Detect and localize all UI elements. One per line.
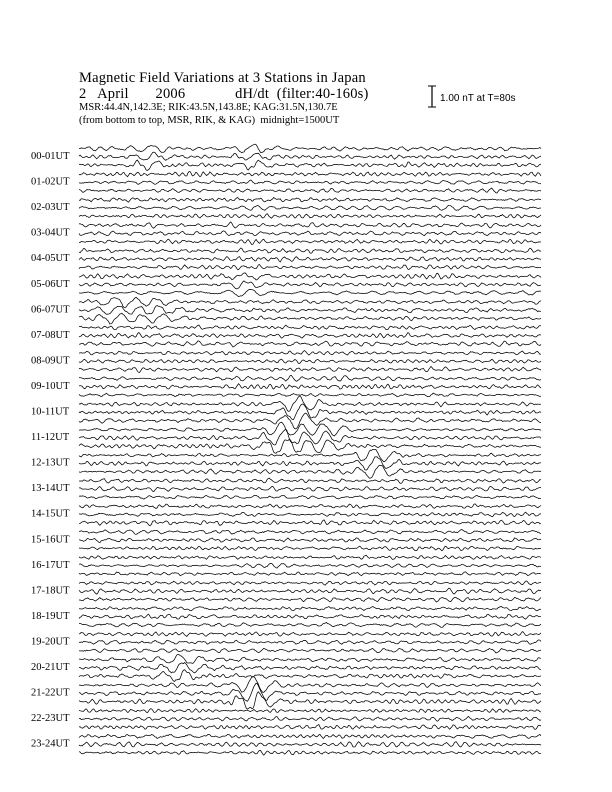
trace-16-17UT-MSR: [79, 572, 541, 576]
hour-label-04-05UT: 04-05UT: [31, 253, 70, 265]
trace-07-08UT-RIK: [79, 333, 541, 338]
trace-11-12UT-KAG: [79, 422, 541, 436]
trace-12-13UT-RIK: [79, 457, 541, 470]
trace-20-21UT-KAG: [79, 654, 541, 663]
trace-16-17UT-RIK: [79, 563, 541, 568]
hour-label-17-18UT: 17-18UT: [31, 585, 70, 597]
hour-label-03-04UT: 03-04UT: [31, 227, 70, 239]
date-year: 2006: [155, 86, 186, 102]
trace-01-02UT-RIK: [79, 180, 541, 184]
trace-19-20UT-KAG: [79, 632, 541, 637]
quantity-label: dH/dt: [235, 86, 270, 102]
hour-label-15-16UT: 15-16UT: [31, 534, 70, 546]
trace-03-04UT-RIK: [79, 231, 541, 236]
chart-title: Magnetic Field Variations at 3 Stations in Japan: [79, 70, 366, 86]
trace-04-05UT-MSR: [79, 264, 541, 269]
hour-label-19-20UT: 19-20UT: [31, 636, 70, 648]
hour-label-22-23UT: 22-23UT: [31, 713, 70, 725]
hour-label-12-13UT: 12-13UT: [31, 457, 70, 469]
order-note: (from bottom to top, MSR, RIK, & KAG): [79, 114, 256, 126]
trace-21-22UT-KAG: [79, 677, 541, 693]
trace-08-09UT-KAG: [79, 351, 541, 355]
hour-label-14-15UT: 14-15UT: [31, 508, 70, 520]
trace-17-18UT-RIK: [79, 588, 541, 594]
midnight-note: midnight=1500UT: [260, 114, 340, 126]
trace-22-23UT-MSR: [79, 725, 541, 730]
filter-label: (filter:40-160s): [276, 86, 369, 102]
trace-15-16UT-KAG: [79, 530, 541, 535]
trace-23-24UT-KAG: [79, 734, 541, 738]
trace-08-09UT-MSR: [79, 366, 541, 372]
trace-05-06UT-KAG: [79, 273, 541, 280]
trace-17-18UT-MSR: [79, 597, 541, 602]
trace-00-01UT-MSR: [79, 160, 541, 171]
trace-23-24UT-MSR: [79, 750, 541, 755]
trace-03-04UT-MSR: [79, 239, 541, 244]
trace-09-10UT-KAG: [79, 375, 541, 381]
trace-18-19UT-KAG: [79, 606, 541, 610]
trace-01-02UT-KAG: [79, 172, 541, 177]
hour-label-10-11UT: 10-11UT: [31, 406, 70, 418]
trace-07-08UT-KAG: [79, 325, 541, 330]
date-month: April: [97, 86, 129, 102]
trace-18-19UT-RIK: [79, 614, 541, 619]
hour-label-11-12UT: 11-12UT: [31, 432, 70, 444]
trace-17-18UT-KAG: [79, 581, 541, 585]
trace-22-23UT-RIK: [79, 716, 541, 721]
date-day: 2: [79, 86, 87, 102]
trace-15-16UT-MSR: [79, 546, 541, 550]
trace-15-16UT-RIK: [79, 538, 541, 543]
trace-02-03UT-KAG: [79, 198, 541, 203]
trace-06-07UT-RIK: [79, 306, 541, 315]
trace-05-06UT-RIK: [79, 281, 541, 289]
hour-label-21-22UT: 21-22UT: [31, 687, 70, 699]
trace-06-07UT-KAG: [79, 297, 541, 307]
trace-12-13UT-MSR: [79, 465, 541, 478]
trace-21-22UT-MSR: [79, 692, 541, 709]
scale-bar: [428, 86, 436, 107]
trace-01-02UT-MSR: [79, 188, 541, 193]
trace-19-20UT-RIK: [79, 640, 541, 644]
scale-bar-label: 1.00 nT at T=80s: [440, 93, 516, 104]
hour-label-02-03UT: 02-03UT: [31, 202, 70, 214]
trace-02-03UT-RIK: [79, 205, 541, 210]
hour-label-23-24UT: 23-24UT: [31, 738, 70, 750]
trace-22-23UT-KAG: [79, 709, 541, 713]
trace-06-07UT-MSR: [79, 313, 541, 324]
trace-16-17UT-KAG: [79, 555, 541, 559]
trace-00-01UT-RIK: [79, 152, 541, 160]
hour-label-05-06UT: 05-06UT: [31, 278, 70, 290]
hour-label-16-17UT: 16-17UT: [31, 559, 70, 571]
trace-23-24UT-RIK: [79, 742, 541, 747]
hour-label-06-07UT: 06-07UT: [31, 304, 70, 316]
trace-02-03UT-MSR: [79, 214, 541, 219]
trace-10-11UT-MSR: [79, 413, 541, 429]
trace-18-19UT-MSR: [79, 622, 541, 627]
trace-20-21UT-RIK: [79, 663, 541, 673]
trace-07-08UT-MSR: [79, 341, 541, 347]
trace-08-09UT-RIK: [79, 359, 541, 364]
trace-09-10UT-RIK: [79, 384, 541, 389]
hour-label-07-08UT: 07-08UT: [31, 329, 70, 341]
hour-label-09-10UT: 09-10UT: [31, 380, 70, 392]
trace-19-20UT-MSR: [79, 648, 541, 653]
trace-10-11UT-KAG: [79, 396, 541, 411]
trace-13-14UT-KAG: [79, 478, 541, 483]
hour-label-00-01UT: 00-01UT: [31, 151, 70, 162]
trace-03-04UT-KAG: [79, 222, 541, 228]
hour-label-08-09UT: 08-09UT: [31, 355, 70, 367]
trace-13-14UT-RIK: [79, 486, 541, 491]
stations-line: MSR:44.4N,142.3E; RIK:43.5N,143.8E; KAG:31.5N,130.7E: [79, 102, 338, 113]
hour-labels: [31, 151, 70, 750]
trace-04-05UT-RIK: [79, 257, 541, 262]
trace-13-14UT-MSR: [79, 495, 541, 499]
trace-10-11UT-RIK: [79, 404, 541, 420]
hour-label-20-21UT: 20-21UT: [31, 662, 70, 673]
hour-label-13-14UT: 13-14UT: [31, 483, 70, 495]
hour-label-01-02UT: 01-02UT: [31, 176, 70, 188]
hour-label-18-19UT: 18-19UT: [31, 610, 70, 622]
trace-12-13UT-KAG: [79, 449, 541, 461]
trace-14-15UT-KAG: [79, 504, 541, 509]
trace-11-12UT-RIK: [79, 429, 541, 445]
trace-04-05UT-KAG: [79, 248, 541, 253]
traces: [79, 144, 541, 755]
trace-00-01UT-KAG: [79, 144, 541, 153]
trace-09-10UT-MSR: [79, 393, 541, 397]
trace-14-15UT-RIK: [79, 512, 541, 517]
trace-05-06UT-MSR: [79, 289, 541, 296]
trace-14-15UT-MSR: [79, 520, 541, 526]
trace-20-21UT-MSR: [79, 670, 541, 682]
trace-11-12UT-MSR: [79, 440, 541, 454]
